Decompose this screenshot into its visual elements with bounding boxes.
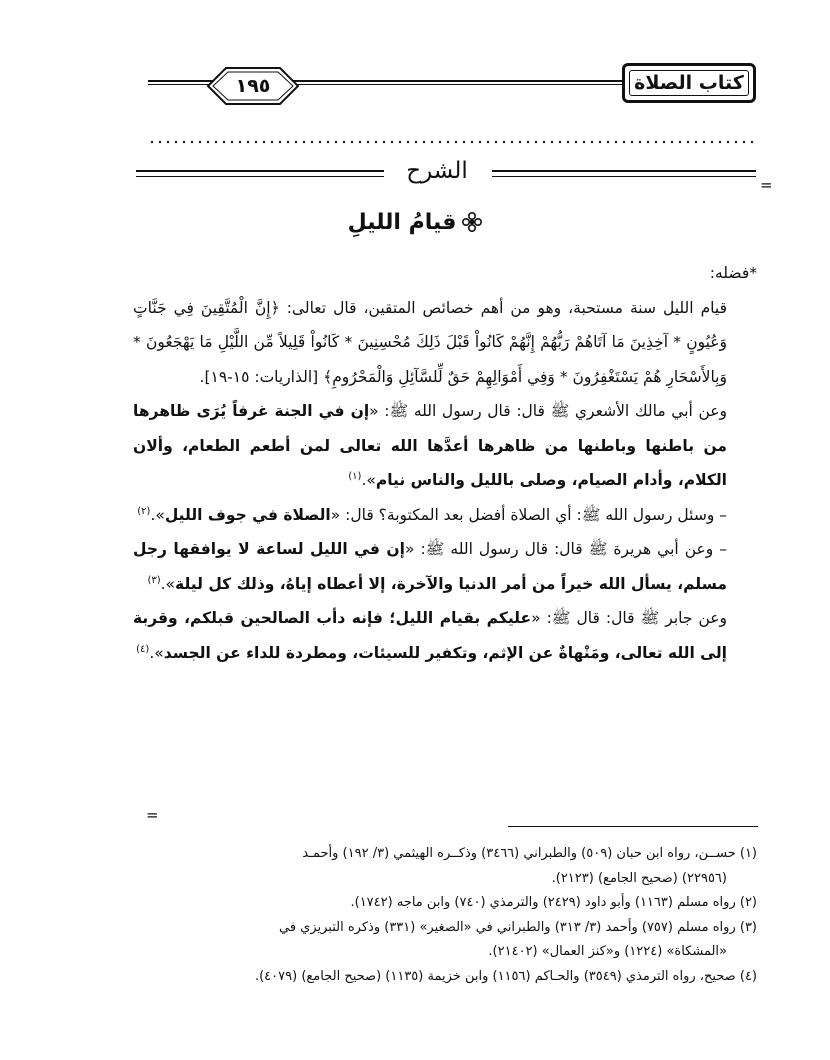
paragraph-quran: قيام الليل سنة مستحبة، وهو من أهم خصائص المتقين، قال تعالى: ﴿إِنَّ الْمُتَّقِينَ فِي جَنَّاتٍ وَعُيُونٍ * آخِذِينَ مَا آتَاهُمْ رَبُّهُمْ إِنَّهُمْ كَانُواْ قَبْلَ ذَلِكَ مُحْسِنِينَ * كَانُواْ قَلِيلاً مِّن اللَّيْلِ مَا يَهْجَعُونَ * وَبِالأَسْحَارِ هُمْ يَسْتَغْفِرُونَ * وَفِي أَمْوَالِهِمْ حَقٌ لِّلسَّآئِلِ وَالْمَحْرُومِ﴾ [الذاريات: ١٥-١٩].	[133, 298, 727, 386]
footnotes	[133, 842, 757, 989]
paragraph-hadith-4	[133, 601, 757, 670]
section-subtitle	[300, 210, 530, 235]
hadith-2-end: ».	[150, 505, 165, 524]
footnote-ref-3[interactable]: (٣)	[147, 574, 161, 586]
section-line-right	[492, 170, 756, 177]
hadith-4-text: عليكم بقيام الليل؛ فإنه دأب الصالحين قبلكم، وقربة إلى الله تعالى، ومَنْهاةٌ عن الإثم، وتكفير للسيئات، ومطردة للداء عن الجسد	[133, 609, 727, 662]
subtitle-text: قيامُ الليلِ	[347, 210, 457, 235]
dotted-divider	[148, 138, 756, 146]
section-line-left	[136, 170, 384, 177]
hadith-2-intro: – وسئل رسول الله ﷺ: أي الصلاة أفضل بعد المكتوبة؟ قال: «	[330, 505, 727, 524]
footnote-ref-2[interactable]: (٢)	[137, 505, 151, 517]
page-number: ١٩٥	[235, 75, 271, 97]
section-title: الشرح	[406, 158, 468, 184]
footnote-1-cont: (٢٢٩٥٦) (صحيح الجامع) (٢١٢٣).	[551, 870, 727, 886]
hadith-3-text: إن في الليل لساعة لا يوافقها رجل مسلم، يسأل الله خيراً من أمر الدنيا والآخرة، إلا أعطاه إياهُ، وذلك كل ليلة	[133, 540, 727, 593]
hadith-4-end: ».	[149, 643, 164, 662]
hadith-1-text: إن في الجنة غرفاً يُرَى ظاهرها من باطنها وباطنها من ظاهرها أعدَّها الله تعالى لمن أطعم الطعام، وألان الكلام، وأدام الصيام، وصلى بالليل والناس نيام	[133, 402, 727, 489]
footnote-1: (١) حســن، رواه ابن حبان (٥٠٩) والطبراني (٣٤٦٦) وذكــره الهيثمي (٣/ ١٩٢) وأحمـد	[302, 846, 757, 861]
hadith-1-intro: وعن أبي مالك الأشعري ﷺ قال: قال رسول الله ﷺ: «	[369, 402, 727, 420]
hadith-2-text: الصلاة في جوف الليل	[164, 505, 331, 524]
paragraph-hadith-2	[133, 498, 757, 533]
footnote-2: (٢) رواه مسلم (١١٦٣) وأبو داود (٢٤٢٩) والترمذي (٧٤٠) وابن ماجه (١٧٤٢).	[350, 895, 757, 910]
hadith-4-intro: وعن جابر ﷺ قال: قال ﷺ: «	[531, 609, 727, 627]
footnote-ref-4[interactable]: (٤)	[136, 643, 150, 655]
hadith-3-intro: – وعن أبي هريرة ﷺ قال: قال رسول الله ﷺ: «	[404, 540, 727, 558]
body-text	[133, 256, 757, 670]
footnote-4: (٤) صحيح، رواه الترمذي (٣٥٤٩) والحـاكم (١١٥٦) وابن خزيمة (١١٣٥) (صحيح الجامع) (٤٠٧٩).	[254, 968, 757, 984]
equals-mark-bottom: =	[146, 806, 159, 824]
book-title-box	[622, 63, 756, 103]
footnote-ref-1[interactable]: (١)	[348, 470, 362, 482]
flower-icon	[462, 212, 482, 232]
footnote-rule	[508, 826, 758, 827]
hadith-3-end: ».	[160, 574, 176, 593]
book-title: كتاب الصلاة	[634, 72, 744, 94]
paragraph-hadith-1	[133, 394, 757, 498]
paragraph-hadith-3	[133, 532, 757, 601]
equals-mark-top: =	[760, 176, 773, 194]
hadith-1-end: ».	[361, 471, 376, 489]
footnote-3-cont: «المشكاة» (١٢٢٤) و«كنز العمال» (٢١٤٠٢).	[488, 944, 727, 959]
page-number-badge	[206, 66, 300, 106]
footnote-3: (٣) رواه مسلم (٧٥٧) وأحمد (٣/ ٣١٣) والطبراني في «الصغير» (٣٣١) وذكره التبريزي في	[278, 919, 757, 935]
virtue-heading: *فضله:	[709, 264, 757, 282]
